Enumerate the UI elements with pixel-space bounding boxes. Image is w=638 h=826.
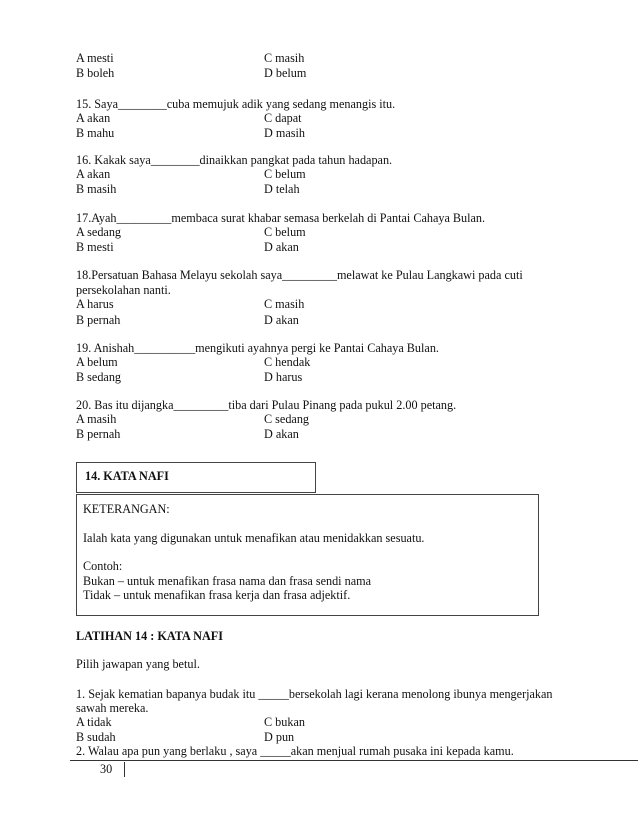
option-d: D akan (264, 427, 299, 441)
option-c: C masih (264, 51, 305, 65)
option-d: D masih (264, 126, 305, 140)
keterangan-definition: Ialah kata yang digunakan untuk menafikan atau menidakkan sesuatu. (83, 531, 425, 545)
option-a: A harus (76, 297, 114, 311)
footer-rule (70, 760, 638, 761)
option-a: A akan (76, 167, 111, 181)
option-d: D telah (264, 182, 300, 196)
keterangan-box (76, 494, 539, 616)
option-d: D akan (264, 313, 299, 327)
option-b: B pernah (76, 313, 121, 327)
contoh-label: Contoh: (83, 559, 123, 573)
question-15: 15. Saya________cuba memujuk adik yang sedang menangis itu. (76, 97, 396, 111)
option-c: C belum (264, 167, 306, 181)
option-a: A masih (76, 412, 117, 426)
example-tidak: Tidak – untuk menafikan frasa kerja dan frasa adjektif. (83, 588, 351, 602)
option-row (76, 240, 299, 255)
option-row (76, 313, 299, 328)
option-row (76, 167, 306, 182)
question-17: 17.Ayah_________membaca surat khabar semasa berkelah di Pantai Cahaya Bulan. (76, 211, 486, 225)
option-row (76, 412, 310, 427)
option-row (76, 51, 305, 66)
latihan-title: LATIHAN 14 : KATA NAFI (76, 629, 223, 643)
option-a: A belum (76, 355, 118, 369)
option-row (76, 182, 300, 197)
option-row (76, 730, 295, 745)
option-b: B mahu (76, 126, 115, 140)
example-bukan: Bukan – untuk menafikan frasa nama dan frasa sendi nama (83, 574, 371, 588)
option-d: D pun (264, 730, 295, 744)
option-d: D akan (264, 240, 299, 254)
page-number: 30 (100, 762, 113, 776)
option-row (76, 715, 305, 730)
section-title-box (76, 462, 316, 493)
keterangan-heading: KETERANGAN: (83, 502, 170, 516)
option-a: A tidak (76, 715, 112, 729)
option-row (76, 225, 306, 240)
option-b: B pernah (76, 427, 121, 441)
option-d: D harus (264, 370, 303, 384)
latihan-q2: 2. Walau apa pun yang berlaku , saya _____akan menjual rumah pusaka ini kepada kamu. (76, 744, 514, 758)
question-18-line1: 18.Persatuan Bahasa Melayu sekolah saya_________melawat ke Pulau Langkawi pada cuti (76, 268, 523, 282)
option-row (76, 111, 302, 126)
option-d: D belum (264, 66, 307, 80)
option-c: C hendak (264, 355, 311, 369)
option-a: A akan (76, 111, 111, 125)
question-18-line2: persekolahan nanti. (76, 283, 171, 297)
option-b: B sedang (76, 370, 122, 384)
latihan-q1-line1: 1. Sejak kematian bapanya budak itu _____bersekolah lagi kerana menolong ibunya mengerjakan (76, 687, 553, 701)
option-c: C masih (264, 297, 305, 311)
option-c: C belum (264, 225, 306, 239)
option-row (76, 355, 311, 370)
latihan-q1-line2: sawah mereka. (76, 701, 149, 715)
option-row (76, 126, 305, 141)
section-title: 14. KATA NAFI (85, 469, 169, 483)
question-16: 16. Kakak saya________dinaikkan pangkat pada tahun hadapan. (76, 153, 393, 167)
footer-divider (124, 762, 125, 777)
latihan-instruction: Pilih jawapan yang betul. (76, 657, 200, 671)
option-c: C dapat (264, 111, 302, 125)
option-c: C bukan (264, 715, 305, 729)
option-row (76, 297, 305, 312)
option-row (76, 427, 299, 442)
question-19: 19. Anishah__________mengikuti ayahnya pergi ke Pantai Cahaya Bulan. (76, 341, 439, 355)
option-b: B boleh (76, 66, 115, 80)
option-c: C sedang (264, 412, 310, 426)
option-b: B mesti (76, 240, 114, 254)
option-b: B sudah (76, 730, 116, 744)
option-row (76, 370, 303, 385)
question-20: 20. Bas itu dijangka_________tiba dari Pulau Pinang pada pukul 2.00 petang. (76, 398, 457, 412)
option-row (76, 66, 307, 81)
option-b: B masih (76, 182, 117, 196)
option-a: A sedang (76, 225, 122, 239)
option-a: A mesti (76, 51, 114, 65)
